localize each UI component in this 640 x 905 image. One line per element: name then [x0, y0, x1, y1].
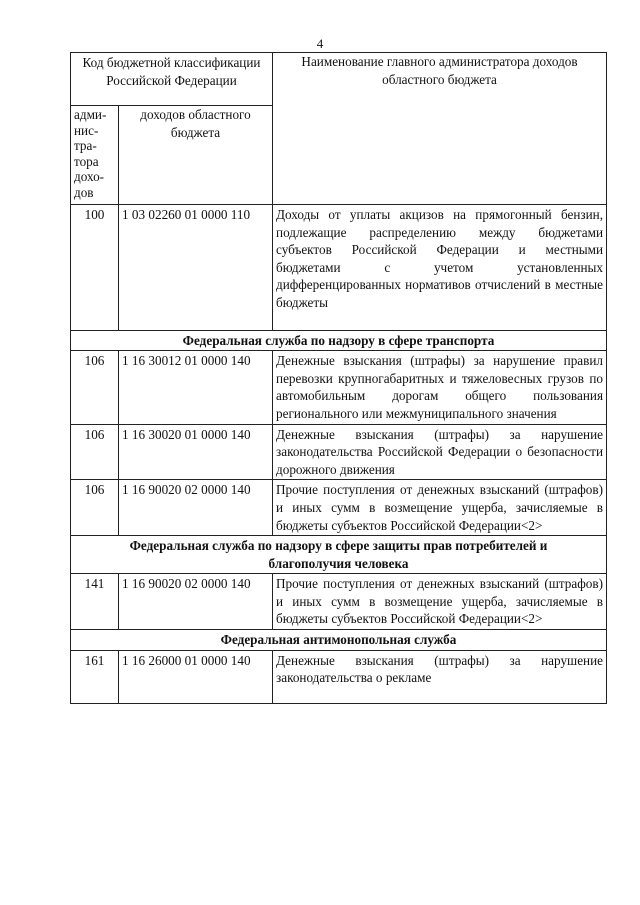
admin-code-cell: 106 — [71, 351, 119, 424]
header-name-column: Наименование главного администратора доходов областного бюджета — [273, 53, 607, 205]
table-row — [71, 205, 607, 331]
section-header-row — [71, 536, 607, 574]
table-row — [71, 351, 607, 424]
header-income-column: доходов областного бюджета — [119, 106, 273, 205]
header-admin-column: адми- нис- тра- тора дохо- дов — [71, 106, 119, 205]
description-cell: Денежные взыскания (штрафы) за нарушение правил перевозки крупногабаритных и тяжеловесных грузов по автомобильным дорогам общего пользования регионального или межмуниципального значения — [273, 351, 607, 424]
description-cell: Денежные взыскания (штрафы) за нарушение законодательства о рекламе — [273, 650, 607, 703]
description-cell: Прочие поступления от денежных взысканий (штрафов) и иных сумм в возмещение ущерба, зачисляемые в бюджеты субъектов Российской Федерации<2> — [273, 574, 607, 630]
description-cell: Прочие поступления от денежных взысканий (штрафов) и иных сумм в возмещение ущерба, зачисляемые в бюджеты субъектов Российской Федерации<2> — [273, 480, 607, 536]
description-cell: Денежные взыскания (штрафы) за нарушение законодательства Российской Федерации о безопасности дорожного движения — [273, 424, 607, 480]
table-row — [71, 574, 607, 630]
section-title: Федеральная служба по надзору в сфере транспорта — [71, 330, 607, 351]
budget-code-cell: 1 16 30020 01 0000 140 — [119, 424, 273, 480]
section-header-row — [71, 330, 607, 351]
table-header-row — [71, 53, 607, 106]
budget-code-cell: 1 16 26000 01 0000 140 — [119, 650, 273, 703]
admin-code-cell: 106 — [71, 480, 119, 536]
page-number: 4 — [316, 36, 324, 51]
table-row — [71, 650, 607, 703]
description-cell: Доходы от уплаты акцизов на прямогонный бензин, подлежащие распределению между бюджетами субъектов Российской Федерации и местными бюджетами с учетом установленных дифференцированных нормативов отчислений в местные бюджеты — [273, 205, 607, 331]
admin-code-cell: 141 — [71, 574, 119, 630]
table-row — [71, 424, 607, 480]
admin-code-cell: 100 — [71, 205, 119, 331]
section-title: Федеральная служба по надзору в сфере защиты прав потребителей и благополучия человека — [71, 536, 607, 574]
budget-code-cell: 1 16 30012 01 0000 140 — [119, 351, 273, 424]
table-row — [71, 480, 607, 536]
section-title: Федеральная антимонопольная служба — [71, 630, 607, 651]
budget-classification-table — [70, 52, 607, 704]
budget-code-cell: 1 16 90020 02 0000 140 — [119, 480, 273, 536]
header-code-group: Код бюджетной классификации Российской Федерации — [71, 53, 273, 106]
admin-code-cell: 161 — [71, 650, 119, 703]
budget-code-cell: 1 03 02260 01 0000 110 — [119, 205, 273, 331]
section-header-row — [71, 630, 607, 651]
admin-code-cell: 106 — [71, 424, 119, 480]
budget-code-cell: 1 16 90020 02 0000 140 — [119, 574, 273, 630]
